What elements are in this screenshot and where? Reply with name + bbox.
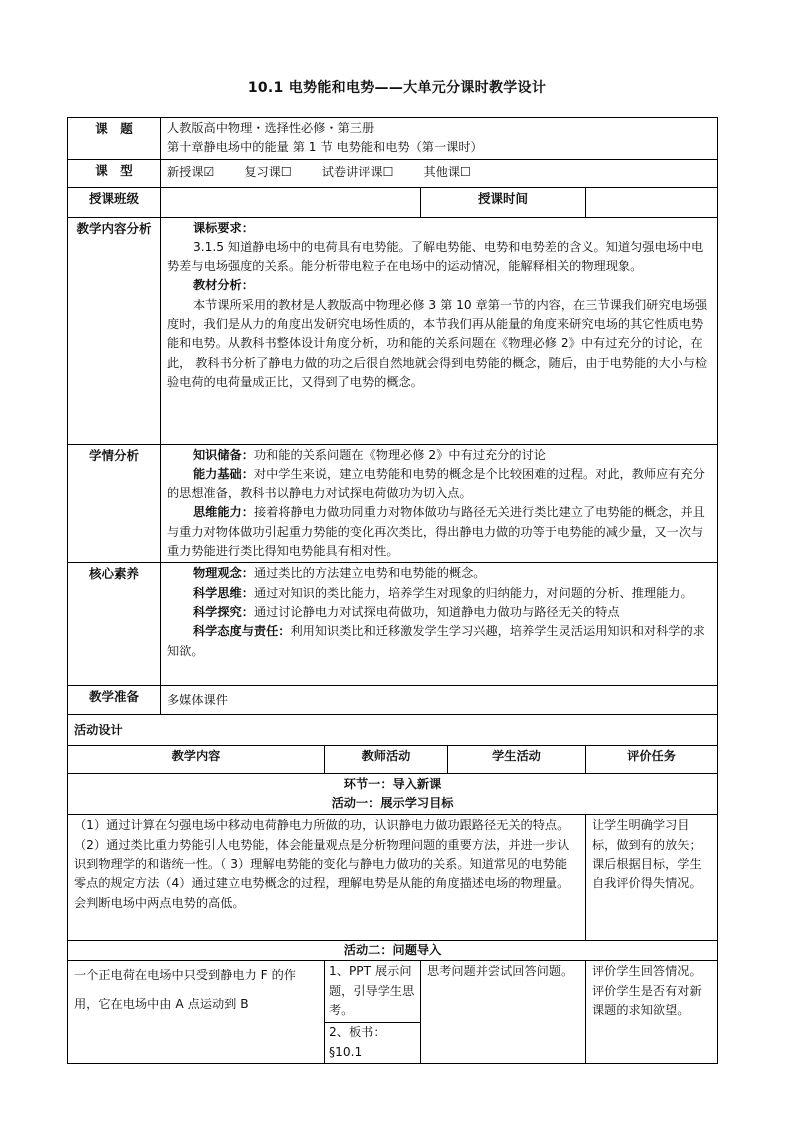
prep-row [68, 686, 718, 715]
activity-design-heading: 活动设计 [68, 715, 718, 746]
activity1-content: （1）通过计算在匀强电场中移动电荷静电力所做的功，认识静电力做功跟路径无关的特点。（2）通过类比重力势能引人电势能，体会能量观点是分析物理问题的重要方法，并进一步认识到物理学的和谐统一性。（ 3）理解电势能的变化与静电力做功的关系。知道常见的电势能零点的规定方法（4）通过建立电势概念的过程，理解电势是从能的角度描述电场的物理量。会判断电场中两点电势的高低。 [68, 815, 586, 941]
time-value [586, 187, 718, 217]
activity-design-row [68, 715, 718, 746]
type-option-exam[interactable]: 试卷讲评课☐ [321, 165, 394, 180]
content-value [161, 217, 718, 444]
stage1-row [68, 774, 718, 815]
column-student: 学生活动 [448, 746, 586, 774]
activity2-row [68, 961, 718, 1063]
knowledge-text: 知识储备：功和能的关系问题在《物理必修 2》中有过充分的讨论 [193, 447, 546, 462]
activity2-title-row [68, 941, 718, 961]
stage1-cell [68, 774, 718, 815]
type-options [161, 159, 718, 187]
type-label: 课 型 [68, 159, 161, 187]
analysis-row [68, 444, 718, 563]
core-concept: 物理观念：通过类比的方法建立电势和电势能的概念。 [193, 566, 486, 581]
activity2-teacher-step2: 2、板书：§10.1 [325, 1022, 420, 1062]
activity2-content: 一个正电荷在电场中只受到静电力 F 的作用，它在电场中由 A 点运动到 B [68, 961, 325, 1063]
core-attitude: 科学态度与责任：利用知识类比和迁移激发学生学习兴趣，培养学生灵活运用知识和对科学的求知欲。 [167, 624, 705, 658]
analysis-value [161, 444, 718, 563]
columns-header-row [68, 746, 718, 774]
standard-text: 3.1.5 知道静电场中的电荷具有电势能。了解电势能、电势和电势差的含义。知道匀强电场中电势差与电场强度的关系。能分析带电粒子在电场中的运动情况，能解释相关的物理现象。 [167, 239, 704, 274]
column-teacher: 教师活动 [325, 746, 448, 774]
activity1-title: 活动一：展示学习目标 [331, 796, 454, 811]
activity2-teacher-step1: 1、PPT 展示问题，引导学生思考。 [329, 964, 415, 1017]
activity1-row [68, 815, 718, 941]
type-option-other[interactable]: 其他课☐ [423, 165, 471, 180]
column-content: 教学内容 [68, 746, 325, 774]
prep-label: 教学准备 [68, 686, 161, 715]
prep-value: 多媒体课件 [161, 686, 718, 715]
core-value [161, 563, 718, 686]
class-value [161, 187, 421, 217]
core-label: 核心素养 [68, 563, 161, 686]
type-option-review[interactable]: 复习课☐ [244, 165, 292, 180]
activity2-eval: 评价学生回答情况。评价学生是否有对新课题的求知欲望。 [586, 961, 718, 1063]
core-row [68, 563, 718, 686]
subject-label: 课 题 [68, 118, 161, 160]
column-eval: 评价任务 [586, 746, 718, 774]
material-text: 本节课所采用的教材是人教版高中物理必修 3 第 10 章第一节的内容，在三节课我们研究电场强度时，我们是从力的角度出发研究电场性质的，本节我们再从能量的角度来研究电场的其它性质电势能和电势。从教科书整体设计角度分析，功和能的关系问题在《物理必修 2》中有过充分的讨论，在此， 教科书分析了静电力做的功之后很自然地就会得到电势能的概念，随后，由于电势能的大小与检验电荷的电荷量成正比，又得到了电势的概念。 [167, 297, 708, 389]
content-label: 教学内容分析 [68, 217, 161, 444]
class-row [68, 187, 718, 217]
activity2-title: 活动二：问题导入 [68, 941, 718, 961]
subject-line-1: 人教版高中物理・选择性必修・第三册 [167, 121, 375, 135]
activity1-eval: 让学生明确学习目标，做到有的放矢；课后根据目标，学生自我评价得失情况。 [586, 815, 718, 941]
subject-line-2: 第十章静电场中的能量 第 1 节 电势能和电势（第一课时） [167, 140, 483, 155]
activity2-teacher [325, 961, 421, 1063]
subject-row [68, 118, 718, 160]
core-inquiry: 科学探究：通过讨论静电力对试探电荷做功，知道静电力做功与路径无关的特点 [193, 604, 620, 619]
content-row [68, 217, 718, 444]
ability-text: 能力基础：对中学生来说，建立电势能和电势的概念是个比较困难的过程。对此，教师应有充分的思想准备，教科书以静电力对试探电荷做功为切入点。 [167, 466, 705, 501]
lesson-plan-table [67, 117, 718, 1064]
thinking-text: 思维能力：接着将静电力做功同重力对物体做功与路径无关进行类比建立了电势能的概念，并且与重力对物体做功引起重力势能的变化再次类比，得出静电力做的功等于电势能的减少量，又一次与重力势能进行类比得知电势能具有相对性。 [167, 505, 705, 559]
time-label: 授课时间 [421, 187, 586, 217]
class-label: 授课班级 [68, 187, 161, 217]
standard-heading: 课标要求： [193, 220, 254, 235]
type-row [68, 159, 718, 187]
stage1-title: 环节一：导入新课 [343, 777, 442, 792]
core-thinking: 科学思维：通过对知识的类比能力，培养学生对现象的归纳能力，对问题的分析、推理能力。 [193, 585, 693, 600]
page-title: 10.1 电势能和电势——大单元分课时教学设计 [247, 80, 547, 96]
type-option-new[interactable]: 新授课☑ [167, 165, 215, 180]
material-heading: 教材分析： [193, 278, 254, 293]
subject-value [161, 118, 718, 160]
activity2-student: 思考问题并尝试回答问题。 [421, 961, 586, 1063]
analysis-label: 学情分析 [68, 444, 161, 563]
